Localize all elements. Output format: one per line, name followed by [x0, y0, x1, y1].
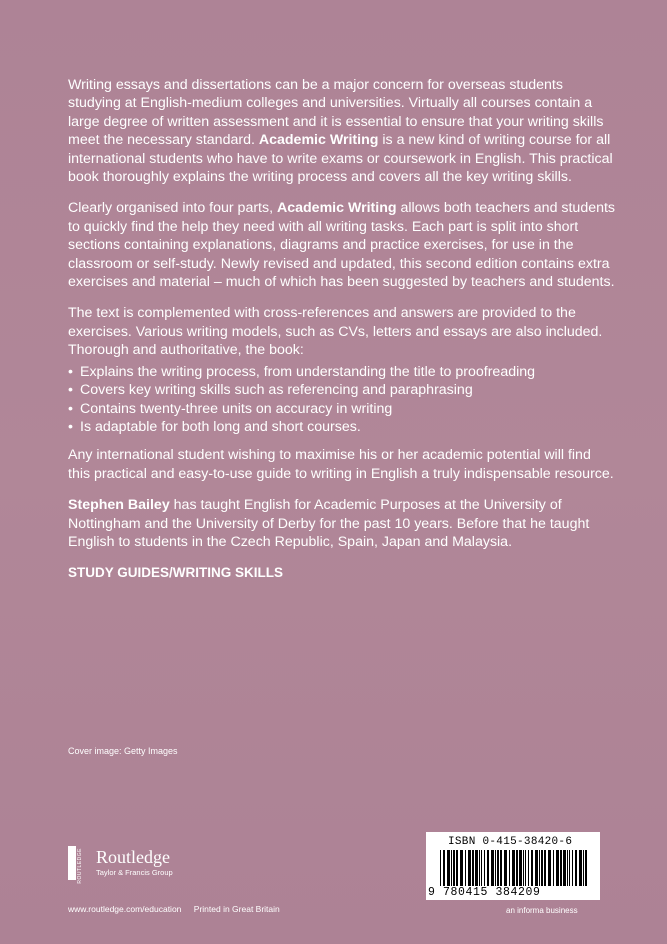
barcode-bar — [443, 850, 445, 886]
barcode-bar — [440, 850, 441, 886]
paragraph-closing: Any international student wishing to maximise his or her academic potential will find this practical and easy-to-use guide to writing in English a truly indispensable resource. — [68, 447, 614, 482]
barcode-bar — [535, 850, 538, 886]
barcode-bar — [504, 850, 507, 886]
barcode-bar — [539, 850, 540, 886]
structure-text-a: Clearly organised into four parts, — [68, 200, 277, 217]
barcode-bars-icon — [440, 850, 590, 886]
publisher-name: Routledge — [96, 847, 170, 867]
barcode-bar — [491, 850, 494, 886]
barcode-bar — [465, 850, 466, 886]
intro-text-b: is a new kind of writing course for all international students who have to write exams or coursework in English. This practical book thoroughly explains the writing process and covers all the key writing skills. — [68, 132, 613, 186]
barcode-bar — [560, 850, 562, 886]
paragraph-structure — [68, 199, 616, 291]
intro-text-a: Writing essays and dissertations can be a major concern for overseas students studying at English-medium colleges and universities. Virtually all courses contain a large degree of written assessment and it is essential to ensure that your writing skills meet the necessary standard. — [68, 77, 604, 149]
isbn-label: ISBN 0-415-38420-6 — [448, 836, 573, 848]
paragraph-intro — [68, 76, 616, 186]
barcode-bar — [472, 850, 474, 886]
barcode-bar — [484, 850, 485, 886]
barcode-bar — [567, 850, 568, 886]
barcode-bar — [579, 850, 582, 886]
barcode-bar — [451, 850, 452, 886]
barcode-bar — [563, 850, 566, 886]
barcode-bar — [525, 850, 526, 886]
footer — [68, 904, 290, 914]
list-item: • Explains the writing process, from understanding the title to proofreading — [68, 363, 616, 381]
list-item: • Contains twenty-three units on accuracy in writing — [68, 400, 616, 418]
barcode-bar — [509, 850, 510, 886]
barcode-bar — [460, 850, 463, 886]
author-bio-text: has taught English for Academic Purposes at the University of Nottingham and the University of Derby for the past 10 years. Before that he taught English to students in the Czech Republic, Spain, Japan and Malaysia. — [68, 497, 590, 550]
barcode-bar — [548, 850, 551, 886]
list-item: • Covers key writing skills such as referencing and paraphrasing — [68, 381, 616, 399]
barcode-bar — [531, 850, 533, 886]
barcode-bar — [541, 850, 543, 886]
barcode-bar — [481, 850, 482, 886]
barcode-bar — [585, 850, 587, 886]
barcode-bar — [556, 850, 559, 886]
blurb — [68, 76, 616, 583]
publisher-group: Taylor & Francis Group — [96, 868, 173, 877]
book-title-mention: Academic Writing — [276, 200, 397, 217]
structure-text-b: allows both teachers and students to quickly find the help they need with all writing tasks. Each part is split into short sections containing explanations, diagrams and practice exercises, for use in the classroom or self-study. Newly revised and updated, this second edition contains extra exercises and material – much of which has been suggested by teachers and students. — [68, 200, 616, 291]
author-name: Stephen Bailey — [68, 497, 170, 514]
cover-image-credit: Cover image: Getty Images — [68, 746, 178, 756]
routledge-mark-icon — [68, 846, 90, 884]
barcode-bar — [475, 850, 478, 886]
barcode-bar — [544, 850, 546, 886]
barcode-bar — [553, 850, 554, 886]
barcode-bar — [528, 850, 529, 886]
barcode-bar — [468, 850, 471, 886]
barcode-bar — [456, 850, 458, 886]
author-bio — [68, 496, 616, 551]
list-item: • Is adaptable for both long and short courses. — [68, 418, 616, 436]
barcode — [426, 832, 600, 900]
mark-text: ROUTLEDGE — [77, 848, 83, 884]
book-title-mention: Academic Writing — [258, 132, 379, 149]
barcode-bar — [519, 850, 522, 886]
publisher-url: www.routledge.com/education — [68, 904, 182, 914]
barcode-bar — [479, 850, 480, 886]
barcode-bar — [500, 850, 502, 886]
barcode-bar — [583, 850, 584, 886]
isbn-digits: 9 780415 384209 — [428, 886, 541, 899]
barcode-bar — [447, 850, 450, 886]
barcode-bar — [453, 850, 455, 886]
barcode-bar — [487, 850, 489, 886]
barcode-bar — [516, 850, 518, 886]
feature-list — [68, 363, 616, 437]
barcode-bar — [575, 850, 577, 886]
publisher-logo — [68, 846, 173, 884]
barcode-bar — [569, 850, 570, 886]
category-label: STUDY GUIDES/WRITING SKILLS — [68, 565, 284, 581]
barcode-bar — [523, 850, 524, 886]
barcode-bar — [512, 850, 515, 886]
barcode-bar — [572, 850, 573, 886]
printed-in: Printed in Great Britain — [193, 904, 280, 914]
barcode-bar — [495, 850, 496, 886]
informa-tagline: an informa business — [506, 906, 578, 915]
barcode-bar — [497, 850, 499, 886]
paragraph-features: The text is complemented with cross-references and answers are provided to the exercises. Various writing models, such as CVs, letters and essays are also included. Thorough and authoritative, the book: — [68, 305, 603, 359]
